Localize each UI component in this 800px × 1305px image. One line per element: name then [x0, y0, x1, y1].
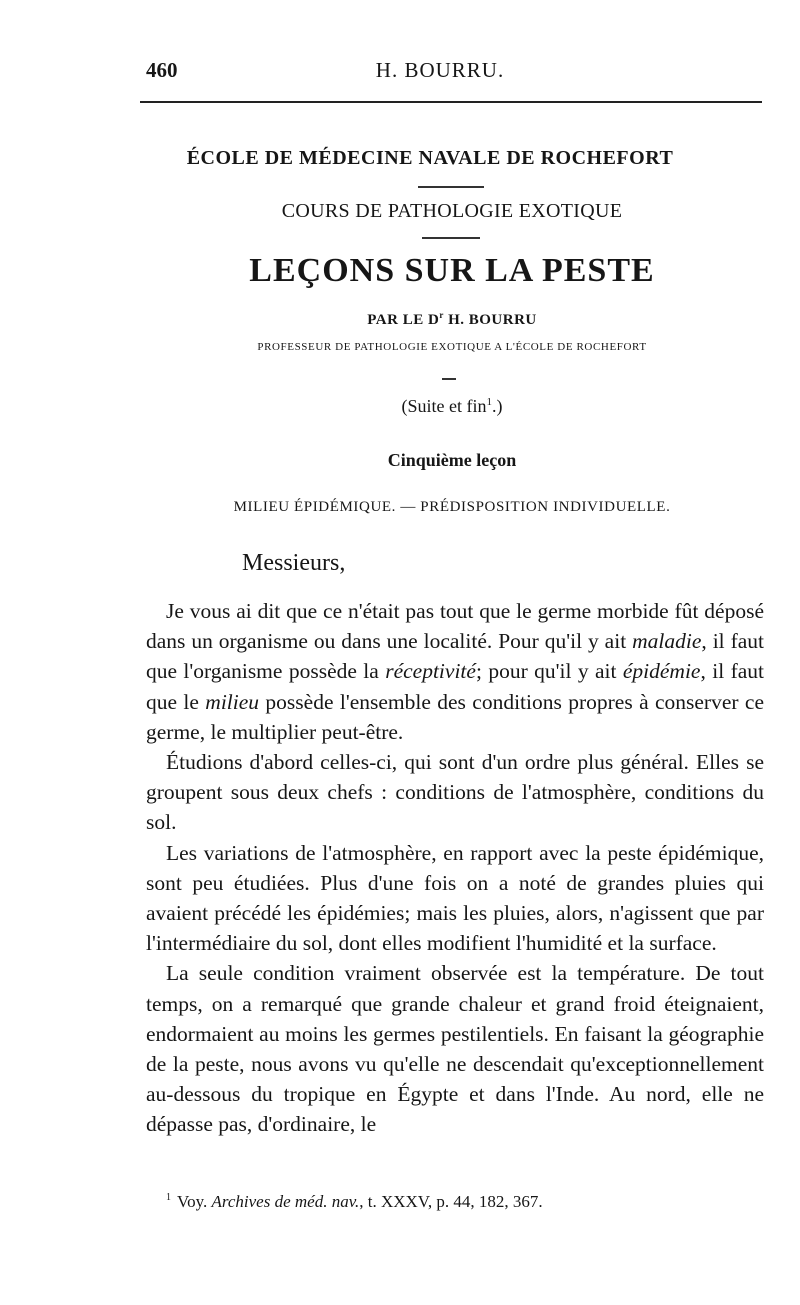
text-run: , il faut que le [146, 659, 764, 714]
italic-term: épidémie [622, 659, 701, 684]
divider-rule [418, 186, 484, 188]
paragraph: Les variations de l'atmosphère, en rapport avec la peste épidémique, sont peu étudiées. Plus d'une fois on a noté de grandes pluies qui avaient précédé les épidémies; mais les pluies, alors, n'agissent que par l'intermédiaire du sol, dont elles modifient l'humidité et la surface. [146, 840, 764, 956]
divider-rule [422, 237, 480, 239]
salutation: Messieurs, [242, 550, 346, 576]
section-topics: MILIEU ÉPIDÉMIQUE. — PRÉDISPOSITION INDIVIDUELLE. [233, 499, 671, 515]
running-head [0, 58, 800, 88]
author-affiliation: PROFESSEUR DE PATHOLOGIE EXOTIQUE A L'ÉCOLE DE ROCHEFORT [257, 341, 647, 353]
paragraph [146, 596, 764, 747]
continuation-close: .) [491, 396, 503, 416]
lecture-title: LEÇONS SUR LA PESTE [249, 252, 655, 289]
italic-term: milieu [205, 689, 260, 714]
byline-superscript: r [439, 310, 444, 320]
byline-name: H. BOURRU [443, 312, 537, 328]
italic-term: maladie [632, 629, 702, 654]
footnote-marker: 1 [166, 1192, 171, 1204]
paragraph: Étudions d'abord celles-ci, qui sont d'un ordre plus général. Elles se groupent sous deux chefs : conditions de l'atmosphère, conditions du sol. [146, 750, 764, 835]
body-text [146, 596, 764, 1140]
footnote-suffix: , t. XXXV, p. 44, 182, 367. [359, 1192, 543, 1211]
italic-term: réceptivité [385, 659, 476, 684]
text-run: ; pour qu'il y ait [475, 659, 623, 684]
footnote-journal: Archives de méd. nav. [211, 1192, 360, 1211]
footnote-reference: 1 [486, 396, 492, 408]
text-run: Je vous ai dit que ce n'était pas tout que le germe morbide fût déposé dans un organisme ou dans une localité. Pour qu'il y ait [146, 599, 764, 654]
text-run: , il faut que l'organisme possède la [146, 629, 765, 684]
paragraph: La seule condition vraiment observée est la température. De tout temps, on a remarqué que grande chaleur et grand froid éteignaient, endormaient au moins les germes pestilentiels. En faisant la géographie de la peste, nous avons vu qu'elle ne descendait qu'exceptionnellement au-dessous du tropique en Égypte et dans l'Inde. Au nord, elle ne dépasse pas, d'ordinaire, le [146, 961, 764, 1137]
byline-prefix: PAR LE D [367, 312, 440, 328]
divider-rule [442, 378, 456, 380]
footnote [166, 1192, 543, 1212]
text-run: possède l'ensemble des conditions propres à conserver ce germe, le multiplier peut-être. [146, 689, 764, 744]
header-rule [140, 101, 762, 103]
footnote-prefix: Voy. [177, 1192, 212, 1211]
continuation-text: (Suite et fin [401, 396, 487, 416]
author-byline [0, 310, 800, 329]
school-heading: ÉCOLE DE MÉDECINE NAVALE DE ROCHEFORT [186, 147, 674, 169]
running-title: H. BOURRU. [375, 58, 505, 82]
continuation-note [0, 396, 800, 417]
lesson-heading: Cinquième leçon [387, 450, 517, 470]
course-heading: COURS DE PATHOLOGIE EXOTIQUE [281, 200, 623, 222]
page-number: 460 [146, 58, 178, 82]
